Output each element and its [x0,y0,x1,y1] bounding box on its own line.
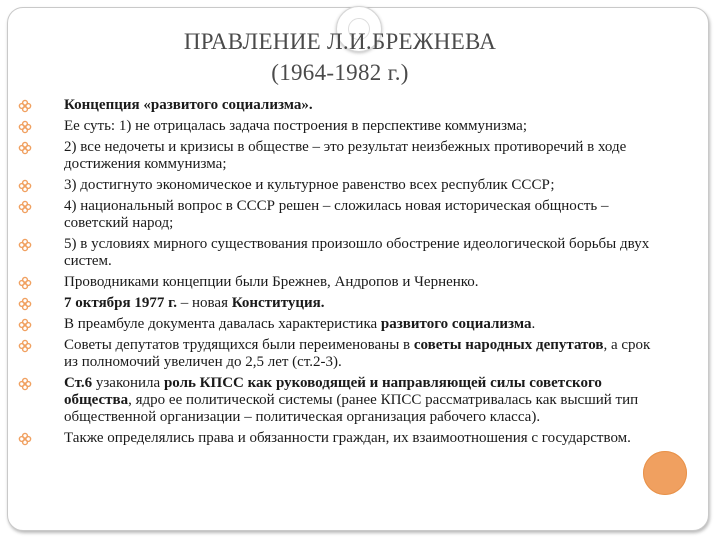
bullet-item [18,139,668,173]
bullet-item [18,295,668,312]
bullet-list [18,97,668,451]
bullet-item [18,97,668,114]
bullet-text: , а срок из полномочий увеличен до 2,5 лет (ст.2-3). [64,337,651,370]
bullet-item [18,118,668,135]
flower-bullet-icon [18,99,32,113]
bullet-item [18,198,668,232]
bullet-item [18,337,668,371]
bullet-item [18,177,668,194]
flower-bullet-icon [18,318,32,332]
bullet-text: Советы депутатов трудящихся были переименованы в [64,337,414,353]
bullet-text: узаконила [92,375,164,391]
flower-bullet-icon [18,432,32,446]
bullet-text: 4) национальный вопрос в СССР решен – сложилась новая историческая общность – советский народ; [64,198,609,231]
bullet-text: 3) достигнуто экономическое и культурное равенство всех республик СССР; [64,177,555,193]
bullet-text: – новая [177,295,232,311]
bullet-text: , ядро ее политической системы (ранее КПСС рассматривалась как высший тип общественной организации – политическая организация рабочего класса). [64,392,639,425]
bullet-text: Также определялись права и обязанности граждан, их взаимоотношения с государством. [64,430,631,446]
flower-bullet-icon [18,179,32,193]
bullet-text-bold: 7 октября 1977 г. [64,295,178,311]
bullet-text: Ее суть: 1) не отрицалась задача построения в перспективе коммунизма; [64,118,528,134]
flower-bullet-icon [18,200,32,214]
bullet-item [18,316,668,333]
bullet-item [18,430,668,447]
flower-bullet-icon [18,377,32,391]
flower-bullet-icon [18,297,32,311]
flower-bullet-icon [18,120,32,134]
title-line-1: ПРАВЛЕНИЕ Л.И.БРЕЖНЕВА [183,29,497,54]
bullet-item [18,274,668,291]
bullet-item [18,236,668,270]
bullet-text-bold: Ст.6 [64,375,93,391]
bullet-text-bold: развитого социализма [380,316,532,332]
bullet-text: . [531,316,536,332]
title-line-2: (1964-1982 г.) [271,60,409,85]
flower-bullet-icon [18,238,32,252]
bullet-text: 5) в условиях мирного существования произошло обострение идеологической борьбы двух систем. [64,236,650,269]
slide-title [60,28,620,87]
bullet-item [18,375,668,426]
bullet-text-bold: советы народных депутатов [413,337,604,353]
flower-bullet-icon [18,339,32,353]
bullet-text: В преамбуле документа давалась характеристика [64,316,381,332]
bullet-text: Проводниками концепции были Брежнев, Андропов и Черненко. [64,274,479,290]
bullet-text-bold: роль КПСС как руководящей и направляющей силы советского общества [64,375,602,408]
bullet-text-bold: Конституция. [231,295,325,311]
bullet-text-bold: Концепция «развитого социализма». [64,97,313,113]
flower-bullet-icon [18,276,32,290]
flower-bullet-icon [18,141,32,155]
bullet-text: 2) все недочеты и кризисы в обществе – это результат неизбежных противоречий в ходе достижения коммунизма; [64,139,627,172]
accent-circle [643,451,687,495]
